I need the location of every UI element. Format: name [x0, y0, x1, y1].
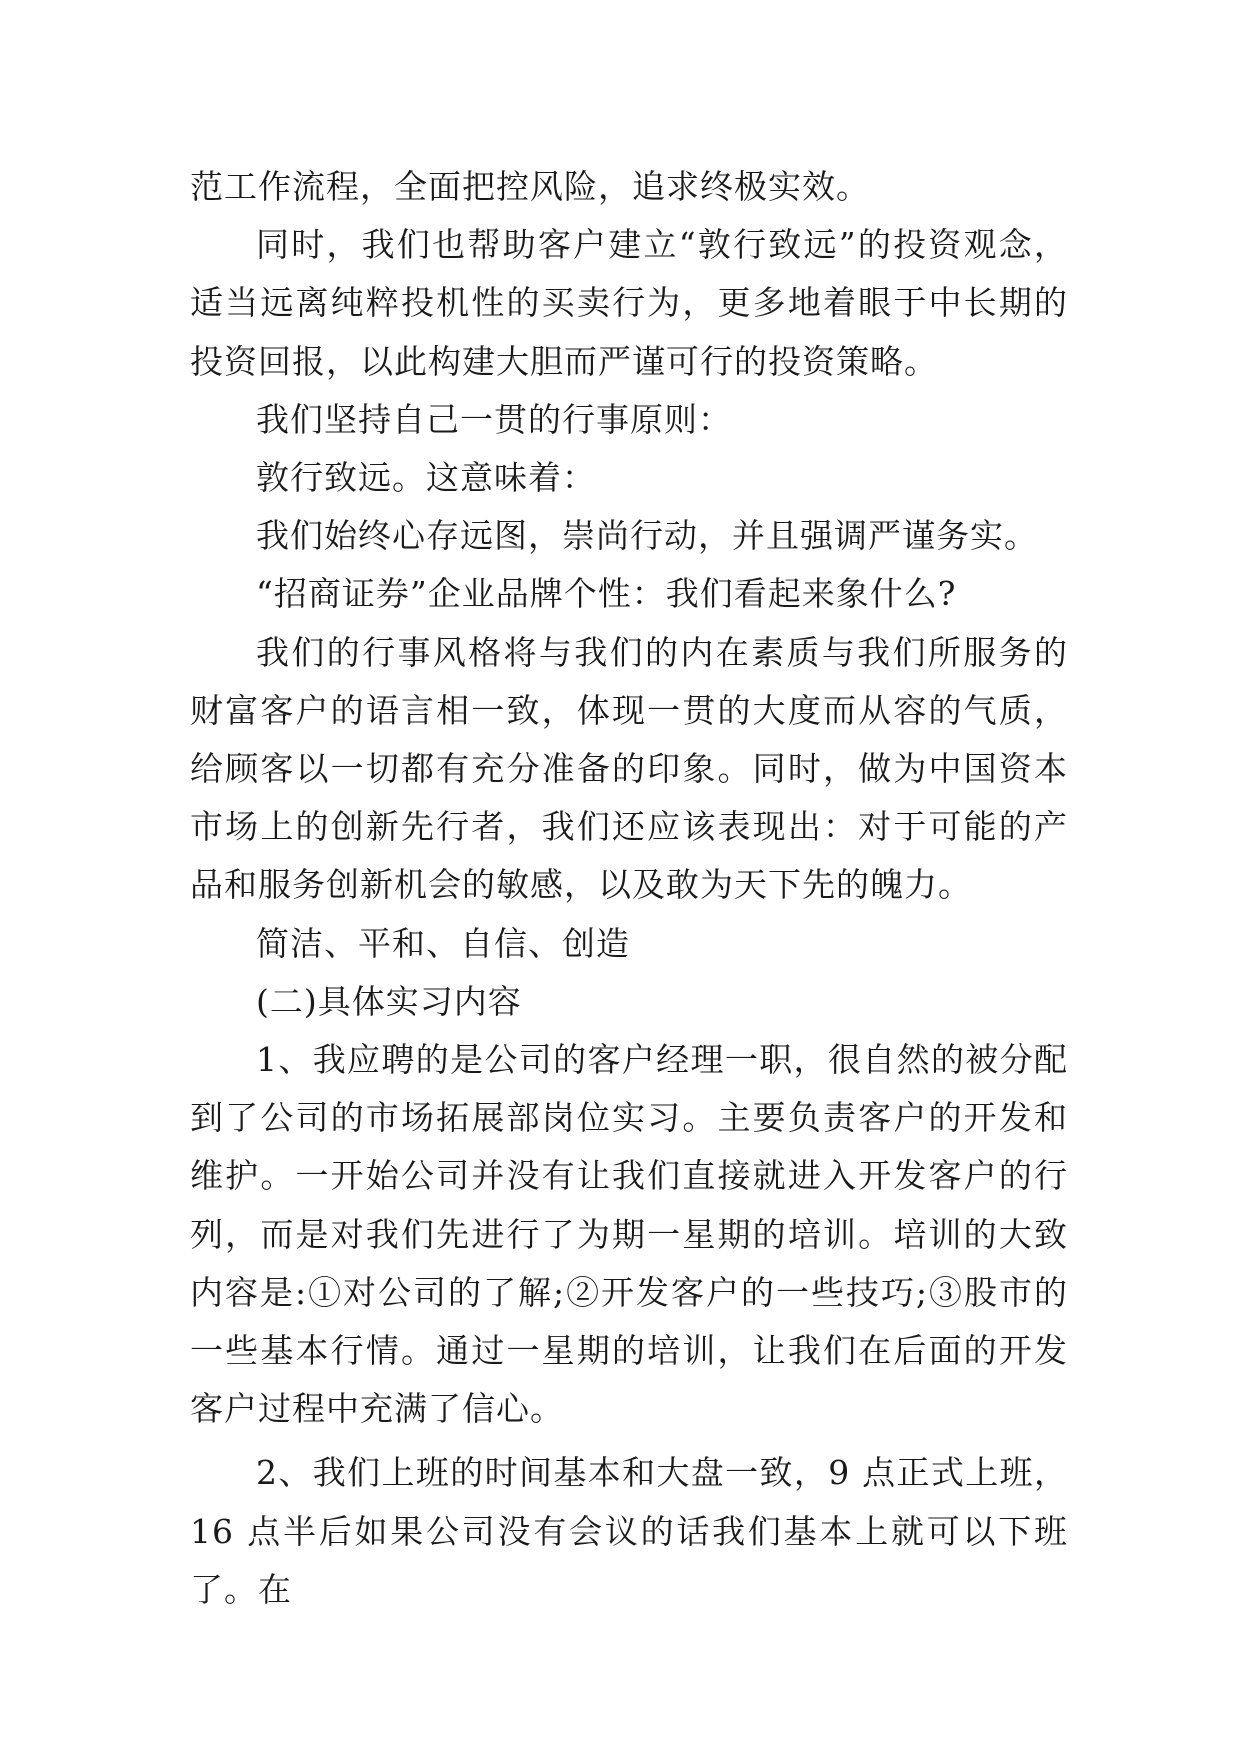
- paragraph-7: 我们的行事风格将与我们的内在素质与我们所服务的财富客户的语言相一致，体现一贯的大度而从容的气质，给顾客以一切都有充分准备的印象。同时，做为中国资本市场上的创新先行者，我们还应该表现出：对于可能的产品和服务创新机会的敏感，以及敢为天下先的魄力。: [190, 632, 1068, 905]
- paragraph-6: “招商证券”企业品牌个性：我们看起来象什么?: [256, 574, 957, 614]
- paragraph-8: 简洁、平和、自信、创造: [256, 923, 630, 963]
- paragraph-5: 我们始终心存远图，崇尚行动，并且强调严谨务实。: [256, 516, 1038, 556]
- section-heading: (二)具体实习内容: [256, 981, 522, 1021]
- paragraph-10: 1、我应聘的是公司的客户经理一职，很自然的被分配到了公司的市场拓展部岗位实习。主要负责客户的开发和维护。一开始公司并没有让我们直接就进入开发客户的行列，而是对我们先进行了为期一星期的培训。培训的大致内容是:①对公司的了解;②开发客户的一些技巧;③股市的一些基本行情。通过一星期的培训，让我们在后面的开发客户过程中充满了信心。: [190, 1040, 1068, 1429]
- paragraph-11: 2、我们上班的时间基本和大盘一致，9 点正式上班，16 点半后如果公司没有会议的话我们基本上就可以下班了。在: [190, 1453, 1068, 1609]
- paragraph-2: 同时，我们也帮助客户建立“敦行致远”的投资观念，适当远离纯粹投机性的买卖行为，更多地着眼于中长期的投资回报，以此构建大胆而严谨可行的投资策略。: [190, 225, 1068, 381]
- paragraph-4: 敦行致远。这意味着：: [256, 458, 596, 498]
- paragraph-3: 我们坚持自己一贯的行事原则：: [256, 399, 732, 439]
- document-body: [190, 158, 1068, 1619]
- paragraph-1: 范工作流程，全面把控风险，追求终极实效。: [190, 167, 870, 206]
